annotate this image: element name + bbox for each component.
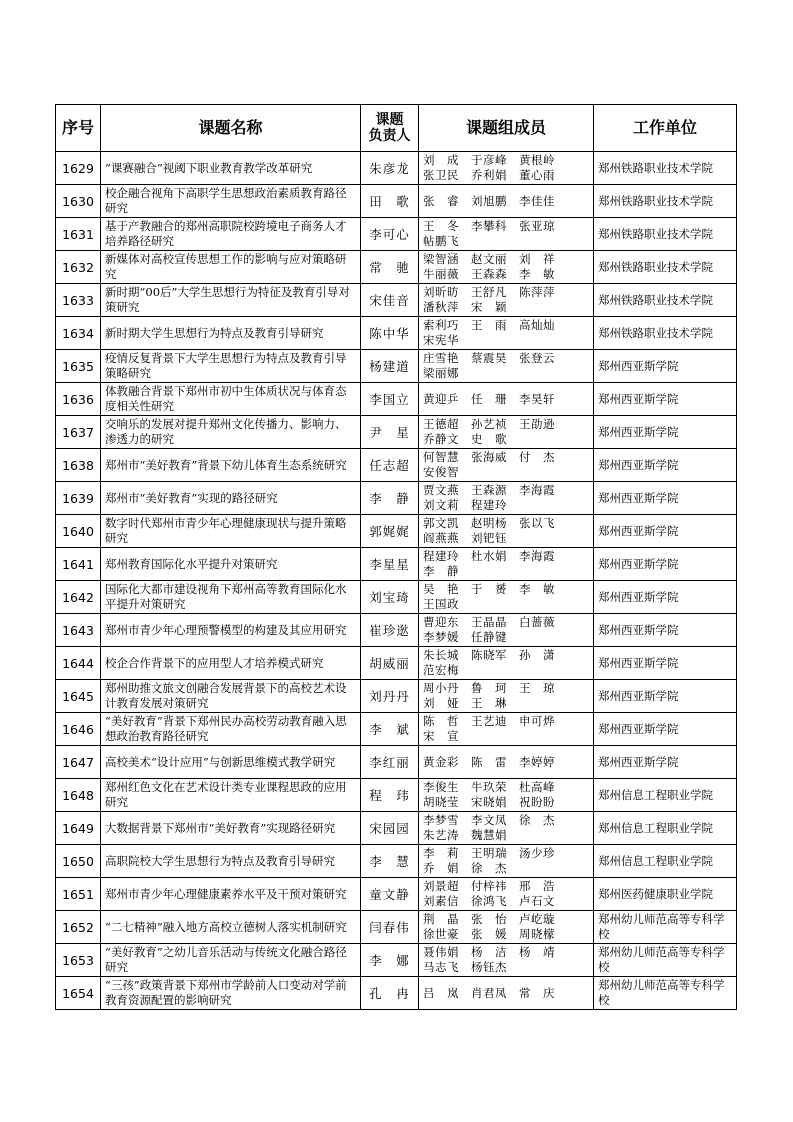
members-line-1: 吴 艳 于 赟 李 敏 xyxy=(423,582,555,596)
members-line-1: 朱长城 陈晓军 孙 潇 xyxy=(423,648,555,662)
table-row xyxy=(56,482,737,515)
row-number: 1649 xyxy=(56,812,101,845)
members-line-1: 梁智涵 赵文丽 刘 祥 xyxy=(423,252,555,266)
project-members xyxy=(419,911,594,944)
project-members xyxy=(419,251,594,284)
members-line-1: 郭文凯 赵明杨 张以飞 xyxy=(423,516,555,530)
project-leader: 李 慧 xyxy=(361,845,419,878)
members-line-1: 周小丹 鲁 珂 王 琼 xyxy=(423,681,555,695)
project-title: 体教融合背景下郑州市初中生体质状况与体育态度相关性研究 xyxy=(101,383,361,416)
row-number: 1637 xyxy=(56,416,101,449)
project-members xyxy=(419,614,594,647)
members-line-2: 宋 宣 xyxy=(423,729,459,743)
project-title: “三孩”政策背景下郑州市学龄前人口变动对学前教育资源配置的影响研究 xyxy=(101,977,361,1010)
project-title: 郑州红色文化在艺术设计类专业课程思政的应用研究 xyxy=(101,779,361,812)
project-members xyxy=(419,779,594,812)
members-line-2: 王国政 xyxy=(423,597,459,611)
row-number: 1629 xyxy=(56,152,101,185)
project-members xyxy=(419,746,594,779)
table-row xyxy=(56,779,737,812)
work-unit: 郑州幼儿师范高等专科学校 xyxy=(594,977,737,1010)
members-line-2: 张卫民 乔利娟 董心雨 xyxy=(423,168,555,182)
project-title: “美好教育”背景下郑州民办高校劳动教育融入思想政治教育路径研究 xyxy=(101,713,361,746)
table-row xyxy=(56,647,737,680)
row-number: 1643 xyxy=(56,614,101,647)
members-line-1: 李梦雪 李文凤 徐 杰 xyxy=(423,813,555,827)
table-row xyxy=(56,350,737,383)
project-members xyxy=(419,845,594,878)
members-line-1: 贾文燕 王森源 李海霞 xyxy=(423,483,555,497)
members-line-2: 阎燕燕 刘钯钰 xyxy=(423,531,507,545)
work-unit: 郑州幼儿师范高等专科学校 xyxy=(594,944,737,977)
project-members xyxy=(419,647,594,680)
project-leader: 宋园园 xyxy=(361,812,419,845)
members-line-1: 刘 成 于彦峰 黄根岭 xyxy=(423,153,555,167)
project-members xyxy=(419,416,594,449)
project-leader: 孔 冉 xyxy=(361,977,419,1010)
project-leader: 李红丽 xyxy=(361,746,419,779)
project-title: 大数据背景下郑州市“美好教育”实现路径研究 xyxy=(101,812,361,845)
project-title: “美好教育”之幼儿音乐活动与传统文化融合路径研究 xyxy=(101,944,361,977)
work-unit: 郑州西亚斯学院 xyxy=(594,449,737,482)
work-unit: 郑州铁路职业技术学院 xyxy=(594,284,737,317)
project-members xyxy=(419,218,594,251)
table-row xyxy=(56,812,737,845)
project-members xyxy=(419,812,594,845)
row-number: 1635 xyxy=(56,350,101,383)
work-unit: 郑州铁路职业技术学院 xyxy=(594,185,737,218)
row-number: 1638 xyxy=(56,449,101,482)
members-line-2: 胡晓莹 宋晓娟 祝盼盼 xyxy=(423,795,555,809)
table-row xyxy=(56,284,737,317)
work-unit: 郑州西亚斯学院 xyxy=(594,383,737,416)
members-line-2: 安俊智 xyxy=(423,465,459,479)
work-unit: 郑州西亚斯学院 xyxy=(594,482,737,515)
work-unit: 郑州西亚斯学院 xyxy=(594,515,737,548)
header-no: 序号 xyxy=(56,105,101,152)
members-line-2: 梁丽娜 xyxy=(423,366,459,380)
members-line-1: 刘景超 付梓祎 邢 浩 xyxy=(423,879,555,893)
project-members xyxy=(419,152,594,185)
table-row xyxy=(56,317,737,350)
project-title: 郑州市青少年心理健康素养水平及干预对策研究 xyxy=(101,878,361,911)
table-row xyxy=(56,416,737,449)
work-unit: 郑州西亚斯学院 xyxy=(594,350,737,383)
row-number: 1631 xyxy=(56,218,101,251)
project-members xyxy=(419,449,594,482)
members-line-2: 牛丽薇 王森森 李 敏 xyxy=(423,267,555,281)
members-line-1: 索利巧 王 雨 高灿灿 xyxy=(423,318,555,332)
project-leader: 闫春伟 xyxy=(361,911,419,944)
members-line-1: 聂伟娟 杨 洁 杨 靖 xyxy=(423,945,555,959)
project-table xyxy=(55,104,737,1010)
members-line-1: 李俊生 牛玖荣 杜高峰 xyxy=(423,780,555,794)
table-row xyxy=(56,383,737,416)
members-line-1: 刘昕昉 王舒凡 陈萍萍 xyxy=(423,285,555,299)
table-row xyxy=(56,218,737,251)
row-number: 1648 xyxy=(56,779,101,812)
header-leader-line2: 负责人 xyxy=(368,128,411,144)
row-number: 1640 xyxy=(56,515,101,548)
table-row xyxy=(56,746,737,779)
members-line-2: 帖鹏飞 xyxy=(423,234,459,248)
work-unit: 郑州信息工程职业学院 xyxy=(594,779,737,812)
members-line-2: 刘 娅 王 琳 xyxy=(423,696,507,710)
work-unit: 郑州西亚斯学院 xyxy=(594,713,737,746)
project-title: 交响乐的发展对提升郑州文化传播力、影响力、渗透力的研究 xyxy=(101,416,361,449)
row-number: 1641 xyxy=(56,548,101,581)
project-members xyxy=(419,482,594,515)
table-row xyxy=(56,251,737,284)
project-leader: 崔珍逖 xyxy=(361,614,419,647)
project-members xyxy=(419,515,594,548)
header-unit: 工作单位 xyxy=(594,105,737,152)
project-leader: 尹 星 xyxy=(361,416,419,449)
project-title: 郑州市青少年心理预警模型的构建及其应用研究 xyxy=(101,614,361,647)
row-number: 1632 xyxy=(56,251,101,284)
project-leader: 朱彦龙 xyxy=(361,152,419,185)
project-leader: 童文静 xyxy=(361,878,419,911)
members-line-1: 王德超 孙艺祯 王劭逊 xyxy=(423,417,555,431)
project-members xyxy=(419,878,594,911)
members-line-1: 何智慧 张海威 付 杰 xyxy=(423,450,555,464)
project-leader: 宋佳音 xyxy=(361,284,419,317)
row-number: 1634 xyxy=(56,317,101,350)
project-leader: 李 娜 xyxy=(361,944,419,977)
project-title: 基于产教融合的郑州高职院校跨境电子商务人才培养路径研究 xyxy=(101,218,361,251)
work-unit: 郑州西亚斯学院 xyxy=(594,548,737,581)
row-number: 1636 xyxy=(56,383,101,416)
project-members xyxy=(419,350,594,383)
table-row xyxy=(56,185,737,218)
header-row xyxy=(56,105,737,152)
work-unit: 郑州信息工程职业学院 xyxy=(594,812,737,845)
members-line-2: 范宏梅 xyxy=(423,663,459,677)
members-line-1: 陈 哲 王艺迪 申可烨 xyxy=(423,714,555,728)
project-title: 高校美术“设计应用”与创新思维模式教学研究 xyxy=(101,746,361,779)
table-row xyxy=(56,713,737,746)
project-title: 数字时代郑州市青少年心理健康现状与提升策略研究 xyxy=(101,515,361,548)
project-leader: 李可心 xyxy=(361,218,419,251)
project-leader: 程 玮 xyxy=(361,779,419,812)
members-line-2: 徐世豪 张 媛 周晓檬 xyxy=(423,927,555,941)
project-members xyxy=(419,713,594,746)
project-members xyxy=(419,548,594,581)
members-line-1: 黄金彩 陈 雷 李婷婷 xyxy=(423,754,555,769)
work-unit: 郑州铁路职业技术学院 xyxy=(594,251,737,284)
header-members: 课题组成员 xyxy=(419,105,594,152)
table-row xyxy=(56,449,737,482)
table-row xyxy=(56,581,737,614)
project-leader: 李国立 xyxy=(361,383,419,416)
work-unit: 郑州铁路职业技术学院 xyxy=(594,152,737,185)
work-unit: 郑州西亚斯学院 xyxy=(594,746,737,779)
work-unit: 郑州铁路职业技术学院 xyxy=(594,317,737,350)
table-row xyxy=(56,515,737,548)
row-number: 1630 xyxy=(56,185,101,218)
members-line-1: 李 莉 王明瑞 汤少珍 xyxy=(423,846,555,860)
project-members xyxy=(419,680,594,713)
project-title: “二七精神”融入地方高校立德树人落实机制研究 xyxy=(101,911,361,944)
project-members xyxy=(419,581,594,614)
table-row xyxy=(56,977,737,1010)
members-line-1: 曹迎东 王晶晶 白蔷薇 xyxy=(423,615,555,629)
project-leader: 杨建道 xyxy=(361,350,419,383)
project-leader: 李 斌 xyxy=(361,713,419,746)
table-row xyxy=(56,878,737,911)
project-title: 校企合作背景下的应用型人才培养模式研究 xyxy=(101,647,361,680)
work-unit: 郑州西亚斯学院 xyxy=(594,614,737,647)
project-leader: 常 驰 xyxy=(361,251,419,284)
table-row xyxy=(56,548,737,581)
work-unit: 郑州医药健康职业学院 xyxy=(594,878,737,911)
table-row xyxy=(56,944,737,977)
project-title: “课赛融合”视阈下职业教育教学改革研究 xyxy=(101,152,361,185)
members-line-2: 朱艺涛 魏慧娟 xyxy=(423,828,507,842)
work-unit: 郑州西亚斯学院 xyxy=(594,416,737,449)
members-line-2: 乔静文 史 歌 xyxy=(423,432,507,446)
project-title: 郑州教育国际化水平提升对策研究 xyxy=(101,548,361,581)
table-row xyxy=(56,845,737,878)
project-title: 校企融合视角下高职学生思想政治素质教育路径研究 xyxy=(101,185,361,218)
members-line-2: 李 静 xyxy=(423,564,459,578)
project-leader: 李 静 xyxy=(361,482,419,515)
project-members xyxy=(419,383,594,416)
project-title: 郑州市“美好教育”背景下幼儿体育生态系统研究 xyxy=(101,449,361,482)
row-number: 1644 xyxy=(56,647,101,680)
project-members xyxy=(419,977,594,1010)
project-list-page xyxy=(55,104,737,1010)
project-leader: 李星星 xyxy=(361,548,419,581)
project-members xyxy=(419,284,594,317)
header-leader-line1: 课题 xyxy=(375,112,404,128)
header-title: 课题名称 xyxy=(101,105,361,152)
row-number: 1633 xyxy=(56,284,101,317)
project-leader: 刘宝琦 xyxy=(361,581,419,614)
project-title: 国际化大都市建设视角下郑州高等教育国际化水平提升对策研究 xyxy=(101,581,361,614)
members-line-1: 吕 岚 肖君凤 常 庆 xyxy=(423,985,555,1000)
project-members xyxy=(419,185,594,218)
row-number: 1652 xyxy=(56,911,101,944)
work-unit: 郑州信息工程职业学院 xyxy=(594,845,737,878)
members-line-1: 黄迎乒 任 珊 李昊轩 xyxy=(423,391,555,406)
project-members xyxy=(419,944,594,977)
members-line-2: 李梦媛 任静键 xyxy=(423,630,507,644)
project-title: 高职院校大学生思想行为特点及教育引导研究 xyxy=(101,845,361,878)
work-unit: 郑州西亚斯学院 xyxy=(594,680,737,713)
work-unit: 郑州西亚斯学院 xyxy=(594,647,737,680)
table-row xyxy=(56,680,737,713)
members-line-2: 宋宪华 xyxy=(423,333,459,347)
members-line-1: 张 睿 刘旭鹏 李佳佳 xyxy=(423,193,555,208)
row-number: 1650 xyxy=(56,845,101,878)
members-line-2: 刘文莉 程建玲 xyxy=(423,498,507,512)
header-leader xyxy=(361,105,419,152)
row-number: 1642 xyxy=(56,581,101,614)
members-line-1: 王 冬 李攀科 张亚琼 xyxy=(423,219,555,233)
project-title: 疫情反复背景下大学生思想行为特点及教育引导策略研究 xyxy=(101,350,361,383)
row-number: 1654 xyxy=(56,977,101,1010)
members-line-1: 程建玲 杜水娟 李海霞 xyxy=(423,549,555,563)
project-leader: 任志超 xyxy=(361,449,419,482)
members-line-2: 刘素信 徐鸿飞 卢石文 xyxy=(423,894,555,908)
row-number: 1647 xyxy=(56,746,101,779)
project-title: 新时期“00后”大学生思想行为特征及教育引导对策研究 xyxy=(101,284,361,317)
members-line-2: 潘秋萍 宋 颖 xyxy=(423,300,507,314)
members-line-1: 庄雪艳 蔡震昊 张登云 xyxy=(423,351,555,365)
project-title: 新媒体对高校宣传思想工作的影响与应对策略研究 xyxy=(101,251,361,284)
work-unit: 郑州铁路职业技术学院 xyxy=(594,218,737,251)
work-unit: 郑州幼儿师范高等专科学校 xyxy=(594,911,737,944)
project-members xyxy=(419,317,594,350)
project-title: 郑州市“美好教育”实现的路径研究 xyxy=(101,482,361,515)
project-title: 新时期大学生思想行为特点及教育引导研究 xyxy=(101,317,361,350)
row-number: 1653 xyxy=(56,944,101,977)
work-unit: 郑州西亚斯学院 xyxy=(594,581,737,614)
project-title: 郑州助推文旅文创融合发展背景下的高校艺术设计教育发展对策研究 xyxy=(101,680,361,713)
project-leader: 胡威丽 xyxy=(361,647,419,680)
table-row xyxy=(56,614,737,647)
row-number: 1651 xyxy=(56,878,101,911)
project-leader: 田 歌 xyxy=(361,185,419,218)
project-leader: 刘丹丹 xyxy=(361,680,419,713)
members-line-2: 乔 娟 徐 杰 xyxy=(423,861,507,875)
row-number: 1645 xyxy=(56,680,101,713)
project-leader: 陈中华 xyxy=(361,317,419,350)
row-number: 1639 xyxy=(56,482,101,515)
members-line-1: 荆 晶 张 怡 卢屹璇 xyxy=(423,912,555,926)
table-row xyxy=(56,911,737,944)
table-row xyxy=(56,152,737,185)
row-number: 1646 xyxy=(56,713,101,746)
members-line-2: 马志飞 杨钰杰 xyxy=(423,960,507,974)
project-leader: 郭娓娓 xyxy=(361,515,419,548)
